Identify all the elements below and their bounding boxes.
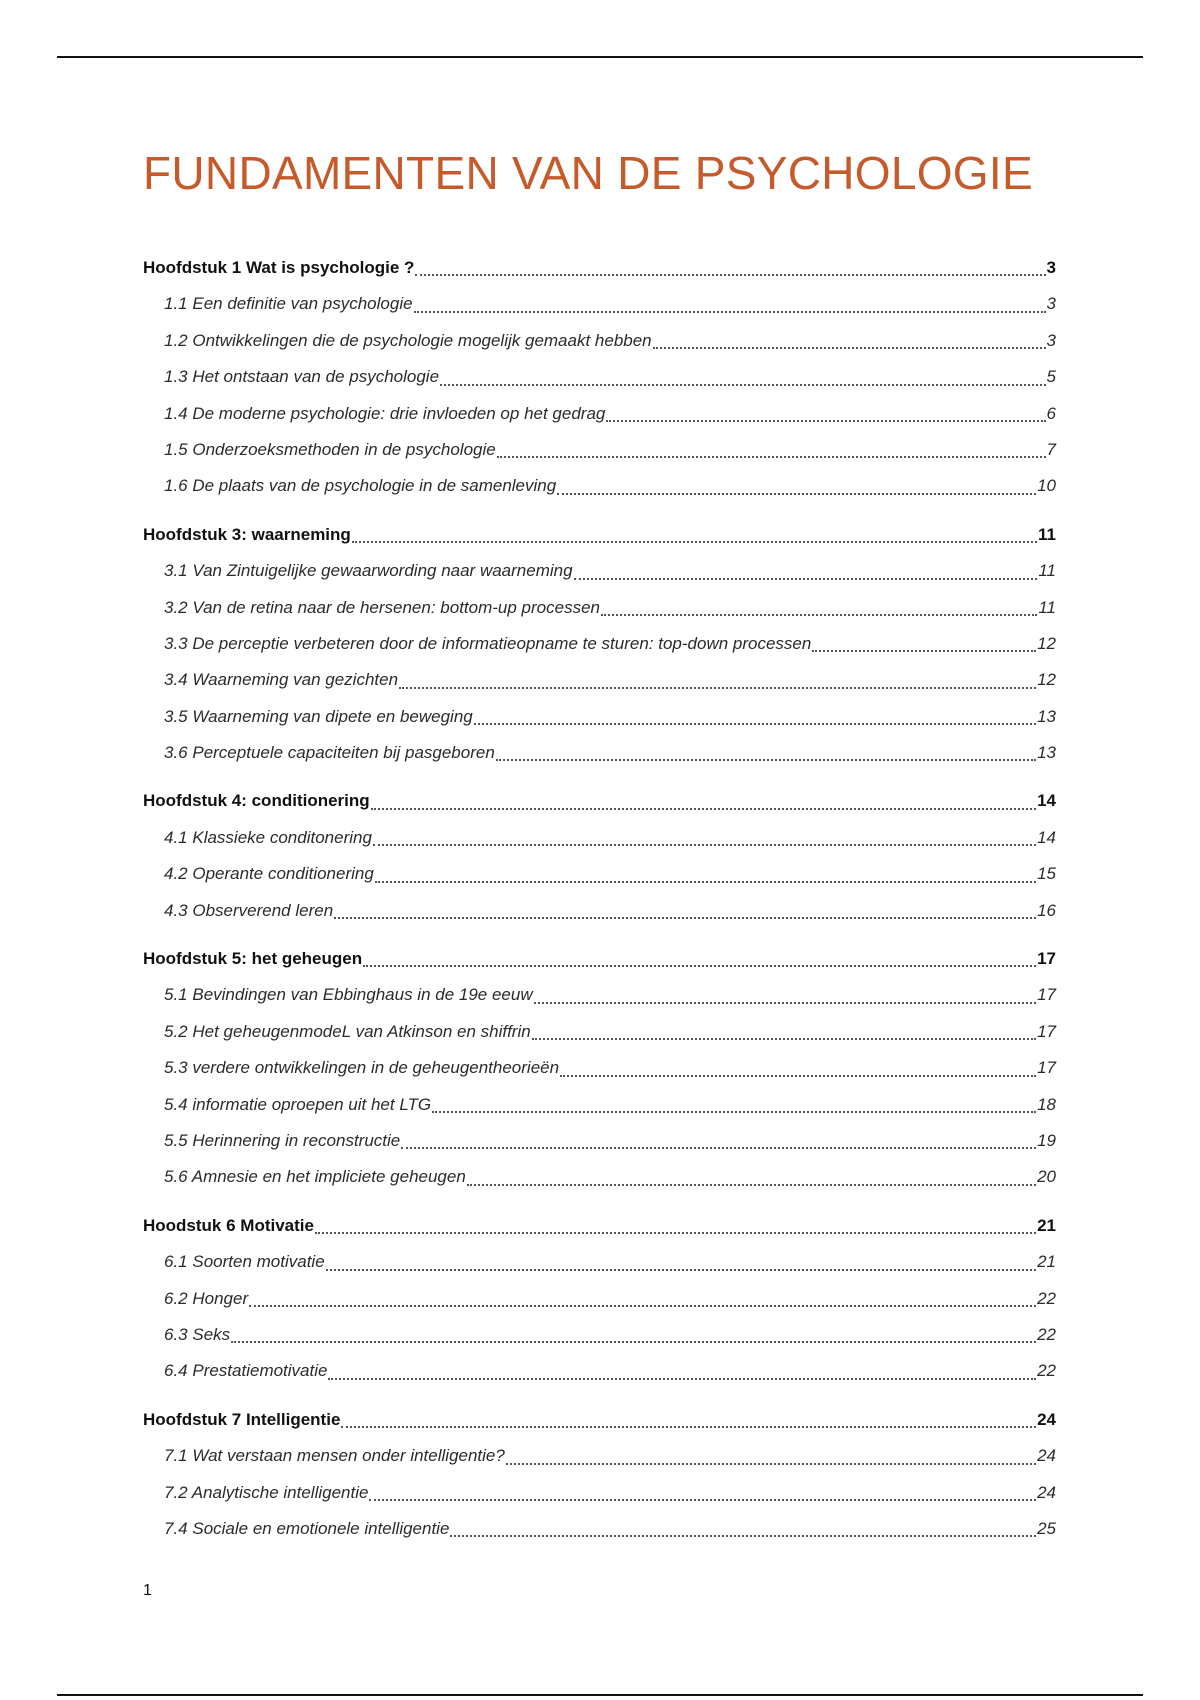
- toc-subsection-entry-4-3[interactable]: [143, 1050, 1056, 1086]
- toc-dot-leader: [352, 517, 1037, 553]
- toc-chapter-entry-1[interactable]: [143, 250, 1056, 286]
- toc-page-number: 14: [1037, 827, 1056, 847]
- toc-page-number: 14: [1037, 791, 1056, 811]
- footer-rule: [57, 1694, 1143, 1696]
- toc-subsection-entry-1-4[interactable]: [143, 396, 1056, 432]
- toc-entry-title: 7.1 Wat verstaan mensen onder intelligentie?: [164, 1446, 505, 1466]
- toc-subsection-entry-4-5[interactable]: [143, 1123, 1056, 1159]
- toc-dot-leader: [474, 699, 1036, 735]
- toc-subsection-entry-1-6[interactable]: [143, 468, 1056, 504]
- toc-dot-leader: [373, 820, 1036, 856]
- toc-dot-leader: [399, 662, 1036, 698]
- toc-page-number: 16: [1037, 900, 1056, 920]
- toc-dot-leader: [557, 468, 1036, 504]
- toc-page-number: 3: [1046, 330, 1056, 350]
- toc-entry-title: 1.6 De plaats van de psychologie in de samenleving: [164, 476, 557, 496]
- toc-subsection-entry-2-2[interactable]: [143, 590, 1056, 626]
- toc-dot-leader: [560, 1050, 1036, 1086]
- toc-dot-leader: [363, 941, 1036, 977]
- toc-entry-title: 5.3 verdere ontwikkelingen in de geheugentheorieën: [164, 1058, 560, 1078]
- toc-chapter-entry-4[interactable]: [143, 941, 1056, 977]
- toc-subsection-entry-1-1[interactable]: [143, 286, 1056, 322]
- toc-page-number: 17: [1037, 1021, 1056, 1041]
- toc-dot-leader: [415, 250, 1045, 286]
- toc-dot-leader: [315, 1208, 1036, 1244]
- toc-entry-title: 3.2 Van de retina naar de hersenen: bottom-up processen: [164, 597, 600, 617]
- toc-page-number: 25: [1037, 1518, 1056, 1538]
- toc-page-number: 17: [1037, 985, 1056, 1005]
- toc-subsection-entry-4-2[interactable]: [143, 1014, 1056, 1050]
- toc-chapter-entry-3[interactable]: [143, 783, 1056, 819]
- toc-chapter-entry-2[interactable]: [143, 517, 1056, 553]
- toc-entry-title: Hoofdstuk 4: conditionering: [143, 791, 370, 811]
- toc-dot-leader: [532, 1014, 1036, 1050]
- toc-chapter-section: [143, 1402, 1056, 1548]
- toc-subsection-entry-4-1[interactable]: [143, 977, 1056, 1013]
- toc-dot-leader: [334, 893, 1036, 929]
- toc-page-number: 19: [1037, 1130, 1056, 1150]
- toc-chapter-section: [143, 517, 1056, 772]
- toc-subsection-entry-2-4[interactable]: [143, 662, 1056, 698]
- toc-chapter-entry-6[interactable]: [143, 1402, 1056, 1438]
- toc-page-number: 18: [1037, 1094, 1056, 1114]
- toc-dot-leader: [606, 396, 1045, 432]
- toc-dot-leader: [414, 286, 1046, 322]
- toc-entry-title: 6.4 Prestatiemotivatie: [164, 1361, 328, 1381]
- toc-entry-title: 7.2 Analytische intelligentie: [164, 1482, 369, 1502]
- toc-subsection-entry-3-1[interactable]: [143, 820, 1056, 856]
- toc-page-number: 21: [1037, 1215, 1056, 1235]
- toc-page-number: 22: [1037, 1288, 1056, 1308]
- toc-page-number: 12: [1037, 670, 1056, 690]
- toc-entry-title: 5.6 Amnesie en het impliciete geheugen: [164, 1167, 466, 1187]
- toc-subsection-entry-6-3[interactable]: [143, 1511, 1056, 1547]
- toc-dot-leader: [534, 977, 1036, 1013]
- toc-entry-title: Hoodstuk 6 Motivatie: [143, 1215, 314, 1235]
- toc-subsection-entry-4-4[interactable]: [143, 1087, 1056, 1123]
- toc-dot-leader: [440, 359, 1046, 395]
- toc-chapter-section: [143, 783, 1056, 929]
- toc-entry-title: Hoofdstuk 7 Intelligentie: [143, 1409, 341, 1429]
- toc-page-number: 13: [1037, 743, 1056, 763]
- toc-subsection-entry-5-2[interactable]: [143, 1281, 1056, 1317]
- toc-subsection-entry-1-2[interactable]: [143, 323, 1056, 359]
- toc-page-number: 6: [1046, 403, 1056, 423]
- toc-dot-leader: [371, 783, 1036, 819]
- toc-page-number: 3: [1046, 258, 1056, 277]
- toc-dot-leader: [341, 1402, 1036, 1438]
- toc-dot-leader: [249, 1281, 1036, 1317]
- toc-page-number: 13: [1037, 706, 1056, 726]
- toc-page-number: 24: [1037, 1446, 1056, 1466]
- toc-dot-leader: [497, 432, 1046, 468]
- toc-entry-title: 3.5 Waarneming van dipete en beweging: [164, 706, 473, 726]
- toc-subsection-entry-1-5[interactable]: [143, 432, 1056, 468]
- toc-entry-title: 1.1 Een definitie van psychologie: [164, 294, 413, 314]
- toc-dot-leader: [326, 1244, 1036, 1280]
- toc-dot-leader: [369, 1475, 1036, 1511]
- table-of-contents: [143, 250, 1056, 1547]
- toc-entry-title: 3.6 Perceptuele capaciteiten bij pasgeboren: [164, 743, 495, 763]
- toc-page-number: 10: [1037, 476, 1056, 496]
- toc-subsection-entry-5-1[interactable]: [143, 1244, 1056, 1280]
- toc-subsection-entry-6-2[interactable]: [143, 1475, 1056, 1511]
- toc-entry-title: 1.2 Ontwikkelingen die de psychologie mogelijk gemaakt hebben: [164, 330, 652, 350]
- toc-page-number: 20: [1037, 1167, 1056, 1187]
- toc-page-number: 17: [1037, 1058, 1056, 1078]
- toc-page-number: 22: [1037, 1324, 1056, 1344]
- toc-entry-title: 5.2 Het geheugenmodeL van Atkinson en shiffrin: [164, 1021, 531, 1041]
- toc-dot-leader: [231, 1317, 1036, 1353]
- toc-page-number: 11: [1038, 561, 1056, 581]
- toc-entry-title: Hoofdstuk 5: het geheugen: [143, 949, 363, 969]
- toc-subsection-entry-5-4[interactable]: [143, 1353, 1056, 1389]
- toc-dot-leader: [574, 553, 1038, 589]
- toc-page-number: 21: [1037, 1252, 1056, 1272]
- toc-subsection-entry-2-1[interactable]: [143, 553, 1056, 589]
- toc-page-number: 11: [1038, 524, 1056, 544]
- toc-subsection-entry-6-1[interactable]: [143, 1438, 1056, 1474]
- toc-entry-title: 1.4 De moderne psychologie: drie invloeden op het gedrag: [164, 403, 606, 423]
- toc-entry-title: 3.4 Waarneming van gezichten: [164, 670, 399, 690]
- toc-subsection-entry-2-5[interactable]: [143, 699, 1056, 735]
- toc-page-number: 12: [1037, 633, 1056, 653]
- toc-subsection-entry-3-2[interactable]: [143, 856, 1056, 892]
- toc-dot-leader: [375, 856, 1036, 892]
- toc-dot-leader: [450, 1511, 1036, 1547]
- toc-entry-title: 5.1 Bevindingen van Ebbinghaus in de 19e eeuw: [164, 985, 533, 1005]
- toc-entry-title: 5.4 informatie oproepen uit het LTG: [164, 1094, 432, 1114]
- toc-entry-title: 3.1 Van Zintuigelijke gewaarwording naar waarneming: [164, 561, 573, 581]
- toc-entry-title: 6.2 Honger: [164, 1288, 249, 1308]
- toc-entry-title: 6.1 Soorten motivatie: [164, 1252, 325, 1272]
- toc-page-number: 17: [1037, 949, 1056, 969]
- toc-dot-leader: [653, 323, 1046, 359]
- header-rule: [57, 56, 1143, 58]
- toc-entry-title: 1.5 Onderzoeksmethoden in de psychologie: [164, 439, 496, 459]
- document-title: FUNDAMENTEN VAN DE PSYCHOLOGIE: [143, 147, 1033, 199]
- toc-dot-leader: [506, 1438, 1036, 1474]
- toc-page-number: 11: [1038, 597, 1056, 617]
- toc-subsection-entry-2-6[interactable]: [143, 735, 1056, 771]
- toc-page-number: 5: [1046, 367, 1056, 387]
- toc-chapter-entry-5[interactable]: [143, 1208, 1056, 1244]
- toc-entry-title: 4.2 Operante conditionering: [164, 864, 374, 884]
- toc-entry-title: 1.3 Het ontstaan van de psychologie: [164, 367, 440, 387]
- toc-dot-leader: [432, 1087, 1036, 1123]
- toc-chapter-section: [143, 250, 1056, 505]
- toc-dot-leader: [467, 1159, 1036, 1195]
- toc-page-number: 22: [1037, 1361, 1056, 1381]
- toc-entry-title: 4.3 Observerend leren: [164, 900, 334, 920]
- toc-entry-title: 4.1 Klassieke conditonering: [164, 827, 372, 847]
- toc-entry-title: 5.5 Herinnering in reconstructie: [164, 1130, 401, 1150]
- toc-entry-title: Hoofdstuk 1 Wat is psychologie ?: [143, 258, 415, 277]
- toc-entry-title: 6.3 Seks: [164, 1324, 231, 1344]
- toc-page-number: 24: [1037, 1482, 1056, 1502]
- toc-dot-leader: [401, 1123, 1036, 1159]
- toc-page-number: 24: [1037, 1409, 1056, 1429]
- toc-subsection-entry-1-3[interactable]: [143, 359, 1056, 395]
- toc-chapter-section: [143, 1208, 1056, 1390]
- toc-entry-title: Hoofdstuk 3: waarneming: [143, 524, 351, 544]
- toc-dot-leader: [496, 735, 1036, 771]
- toc-page-number: 3: [1046, 294, 1056, 314]
- toc-subsection-entry-2-3[interactable]: [143, 626, 1056, 662]
- toc-dot-leader: [328, 1353, 1036, 1389]
- toc-page-number: 15: [1037, 864, 1056, 884]
- toc-subsection-entry-4-6[interactable]: [143, 1159, 1056, 1195]
- toc-entry-title: 3.3 De perceptie verbeteren door de informatieopname te sturen: top-down processen: [164, 633, 812, 653]
- toc-page-number: 7: [1046, 439, 1056, 459]
- toc-dot-leader: [812, 626, 1036, 662]
- toc-entry-title: 7.4 Sociale en emotionele intelligentie: [164, 1518, 450, 1538]
- page-number: 1: [143, 1582, 152, 1599]
- toc-subsection-entry-3-3[interactable]: [143, 893, 1056, 929]
- toc-dot-leader: [601, 590, 1037, 626]
- toc-chapter-section: [143, 941, 1056, 1196]
- toc-subsection-entry-5-3[interactable]: [143, 1317, 1056, 1353]
